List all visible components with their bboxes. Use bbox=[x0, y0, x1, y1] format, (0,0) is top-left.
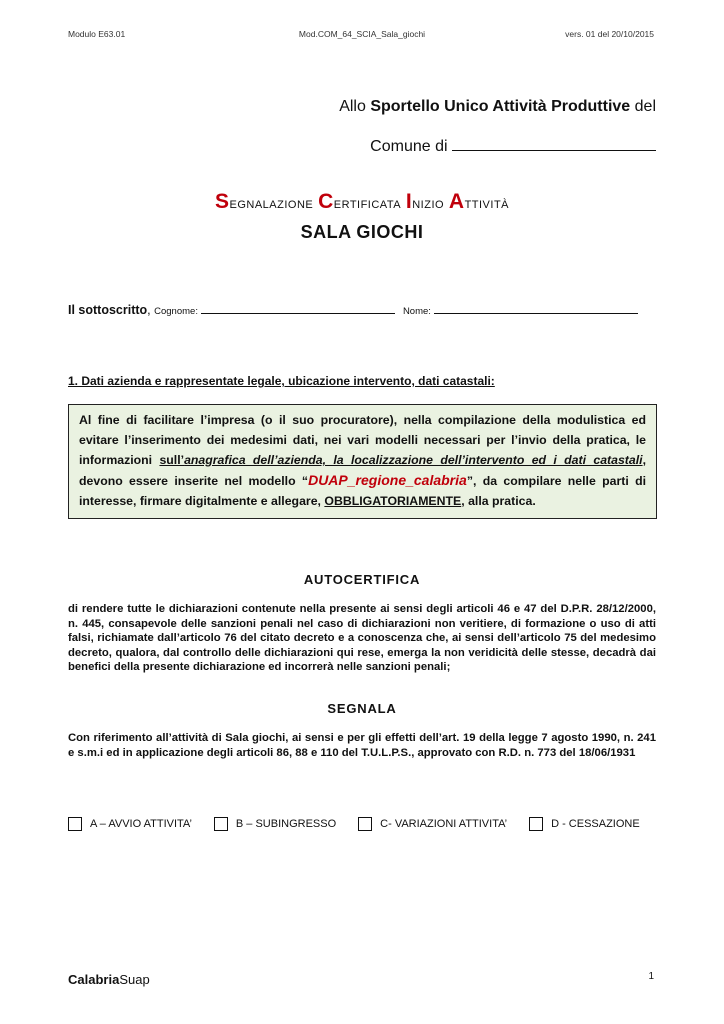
segnala-text: Con riferimento all’attività di Sala giochi, ai sensi e per gli effetti dell’art. 19 della legge 7 agosto 1990, n. 241 e s.m.i ed in applicazione degli articoli 86, 88 e 110 del T.U.L.P.S., approvato con R.D. n. 773 del 18/06/1931 bbox=[68, 732, 656, 759]
activity-options bbox=[68, 817, 640, 831]
comune-label: Comune di bbox=[370, 138, 452, 155]
address-line bbox=[339, 98, 656, 116]
title-word-3: Inizio bbox=[405, 190, 445, 213]
checkbox-a[interactable] bbox=[68, 817, 82, 831]
option-a[interactable]: A – AVVIO ATTIVITA’ bbox=[68, 817, 192, 831]
title-word-2: Certificata bbox=[318, 190, 402, 213]
checkbox-c[interactable] bbox=[358, 817, 372, 831]
autocertifica-heading: AUTOCERTIFICA bbox=[303, 572, 421, 587]
address-office: Sportello Unico Attività Produttive bbox=[370, 98, 631, 115]
comune-blank-field[interactable] bbox=[452, 150, 656, 151]
page-number: 1 bbox=[648, 971, 654, 982]
signer-label: Il sottoscritto bbox=[68, 303, 148, 317]
address-suffix: del bbox=[630, 98, 656, 115]
title-word-1: Segnalazione bbox=[214, 190, 314, 213]
surname-label: Cognome: bbox=[154, 306, 198, 317]
name-label: Nome: bbox=[402, 306, 431, 317]
option-b[interactable]: B – SUBINGRESSO bbox=[214, 817, 336, 831]
document-subtitle: SALA GIOCHI bbox=[300, 222, 424, 242]
option-d[interactable]: D - CESSAZIONE bbox=[529, 817, 640, 831]
signer-line: Il sottoscritto, Cognome: Nome: bbox=[68, 303, 638, 317]
checkbox-d[interactable] bbox=[529, 817, 543, 831]
option-c[interactable]: C- VARIAZIONI ATTIVITA’ bbox=[358, 817, 507, 831]
calabriasuap-logo: CalabriaSuap bbox=[68, 972, 150, 987]
duap-model-name: DUAP_regione_calabria bbox=[308, 472, 467, 488]
title-word-4: Attività bbox=[448, 190, 510, 213]
header-document-name: Mod.COM_64_SCIA_Sala_giochi bbox=[298, 29, 426, 39]
info-box: Al fine di facilitare l’impresa (o il suo procuratore), nella compilazione della modulistica ed evitare l’inserimento dei medesimi dati, nei vari modelli necessari per l’invio della pratica, le informazioni sull’anagrafica dell’azienda, la localizzazione dell’intervento ed i dati catastali, devono essere inserite nel modello “DUAP_regione_calabria”, da compilare nelle parti di interesse, firmare digitalmente e allegare, OBBLIGATORIAMENTE, alla pratica. bbox=[68, 404, 657, 519]
header-module-code: Modulo E63.01 bbox=[68, 29, 126, 39]
autocertifica-text: di rendere tutte le dichiarazioni contenute nella presente ai sensi degli articoli 46 e 47 del D.P.R. 28/12/2000, n. 445, consapevole delle sanzioni penali nel caso di dichiarazioni non veritiere, di formazione o uso di atti falsi, richiamate dall’articolo 76 del citato decreto e a conoscenza che, ai sensi dell’articolo 75 del medesimo decreto, qualora, dal controllo delle dichiarazioni qui rese, emerga la non veridicità delle stesse, decadrà dai benefici della presente dichiarazione ed incorrerà nelle sanzioni penali; bbox=[68, 603, 656, 673]
header-version: vers. 01 del 20/10/2015 bbox=[565, 29, 654, 39]
name-blank-field[interactable] bbox=[434, 313, 638, 314]
segnala-heading: SEGNALA bbox=[327, 701, 397, 716]
address-prefix: Allo bbox=[339, 98, 371, 115]
comune-line bbox=[370, 138, 656, 156]
document-title bbox=[0, 190, 724, 214]
section-1-title: 1. Dati azienda e rappresentate legale, ubicazione intervento, dati catastali: bbox=[68, 374, 495, 388]
checkbox-b[interactable] bbox=[214, 817, 228, 831]
surname-blank-field[interactable] bbox=[201, 313, 395, 314]
